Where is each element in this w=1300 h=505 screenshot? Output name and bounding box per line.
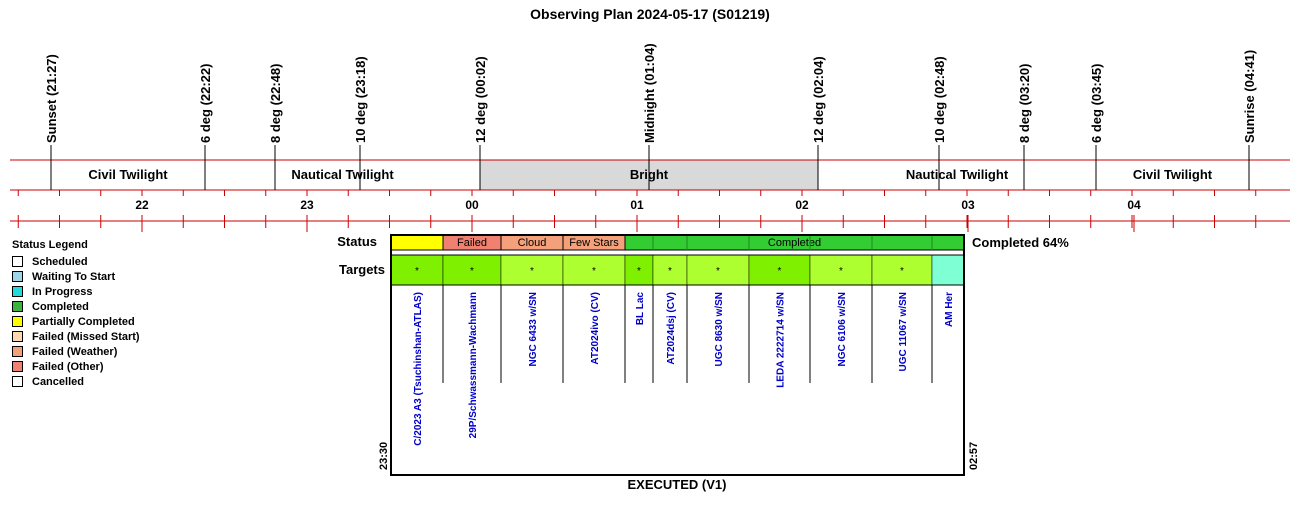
legend-swatch [12, 331, 23, 342]
status-segment-label: Few Stars [569, 237, 619, 249]
target-name[interactable]: LEDA 2222714 w/SN [775, 292, 787, 388]
legend-swatch [12, 301, 23, 312]
targets-row-label: Targets [339, 262, 385, 277]
target-name[interactable]: 29P/Schwassmann-Wachmann [468, 292, 479, 439]
legend-item [12, 254, 140, 269]
legend-label: Failed (Missed Start) [32, 330, 140, 343]
hour-label: 01 [630, 198, 644, 212]
targets-row [339, 255, 964, 446]
legend-item [12, 329, 140, 344]
target-name[interactable]: UGC 8630 w/SN [714, 292, 725, 367]
hour-label: 03 [961, 198, 975, 212]
target-marker: * [592, 266, 596, 277]
status-legend [12, 239, 140, 389]
status-segment [391, 235, 443, 250]
event-label: 8 deg (03:20) [1017, 63, 1032, 143]
legend-items [12, 254, 140, 389]
event-label: 6 deg (22:22) [198, 63, 213, 143]
target-name[interactable]: UGC 11067 w/SN [898, 292, 909, 372]
target-marker: * [415, 266, 419, 277]
target-name[interactable]: AT2024ivo (CV) [590, 292, 601, 365]
period-bands [10, 160, 1290, 190]
legend-label: Partially Completed [32, 315, 135, 328]
target-marker: * [839, 266, 843, 277]
target-marker: * [470, 266, 474, 277]
target-name[interactable]: AT2024dsj (CV) [666, 292, 677, 365]
period-label: Nautical Twilight [905, 167, 1009, 182]
legend-swatch [12, 316, 23, 327]
legend-item [12, 359, 140, 374]
target-marker: * [637, 266, 641, 277]
start-time-label: 23:30 [378, 441, 390, 470]
legend-label: Waiting To Start [32, 270, 116, 283]
period-label: Nautical Twilight [291, 167, 394, 182]
legend-item [12, 269, 140, 284]
target-marker: * [668, 266, 672, 277]
hour-label: 02 [795, 198, 809, 212]
target-name[interactable]: C/2023 A3 (Tsuchinshan-ATLAS) [413, 292, 424, 446]
target-name[interactable]: NGC 6106 w/SN [837, 292, 848, 367]
legend-label: Cancelled [32, 375, 84, 388]
end-time-label: 02:57 [968, 441, 980, 470]
hour-label: 23 [300, 198, 314, 212]
legend-swatch [12, 361, 23, 372]
event-label: 12 deg (00:02) [473, 56, 488, 143]
legend-label: Scheduled [32, 255, 88, 268]
event-label: 6 deg (03:45) [1089, 63, 1104, 143]
legend-item [12, 344, 140, 359]
status-segment-label: Completed [767, 237, 822, 249]
hour-axis [10, 190, 1290, 232]
target-name[interactable]: BL Lac [635, 292, 646, 326]
legend-swatch [12, 256, 23, 267]
hour-label: 00 [465, 198, 479, 212]
event-label: 12 deg (02:04) [811, 56, 826, 143]
event-label: 10 deg (02:48) [932, 56, 947, 143]
legend-label: Failed (Other) [32, 360, 104, 373]
legend-swatch [12, 286, 23, 297]
target-block[interactable] [932, 255, 964, 285]
legend-swatch [12, 271, 23, 282]
target-marker: * [900, 266, 904, 277]
plan-title: Observing Plan 2024-05-17 (S01219) [530, 6, 770, 22]
hour-label: 04 [1127, 198, 1141, 212]
target-name[interactable]: NGC 6433 w/SN [528, 292, 539, 367]
event-label: Sunrise (04:41) [1242, 49, 1257, 143]
legend-label: Failed (Weather) [32, 345, 118, 358]
event-label: Sunset (21:27) [44, 54, 59, 143]
legend-item [12, 374, 140, 389]
status-row-label: Status [337, 234, 377, 249]
target-marker: * [530, 266, 534, 277]
status-segment-label: Cloud [517, 237, 547, 249]
legend-label: In Progress [32, 285, 93, 298]
legend-label: Completed [32, 300, 89, 313]
hour-label: 22 [135, 198, 149, 212]
status-row [337, 234, 1069, 250]
target-name[interactable]: AM Her [944, 292, 955, 328]
executed-label: EXECUTED (V1) [627, 477, 727, 492]
target-marker: * [716, 266, 720, 277]
legend-item [12, 314, 140, 329]
event-label: 10 deg (23:18) [353, 56, 368, 143]
legend-item [12, 299, 140, 314]
legend-item [12, 284, 140, 299]
completed-summary: Completed 64% [972, 235, 1069, 250]
period-label: Bright [629, 167, 669, 182]
legend-swatch [12, 346, 23, 357]
event-label: Midnight (01:04) [642, 43, 657, 143]
period-label: Civil Twilight [1132, 167, 1213, 182]
legend-swatch [12, 376, 23, 387]
status-segment-label: Failed [457, 237, 487, 249]
legend-heading: Status Legend [12, 239, 88, 251]
period-label: Civil Twilight [88, 167, 168, 182]
event-label: 8 deg (22:48) [268, 63, 283, 143]
target-marker: * [777, 266, 782, 277]
